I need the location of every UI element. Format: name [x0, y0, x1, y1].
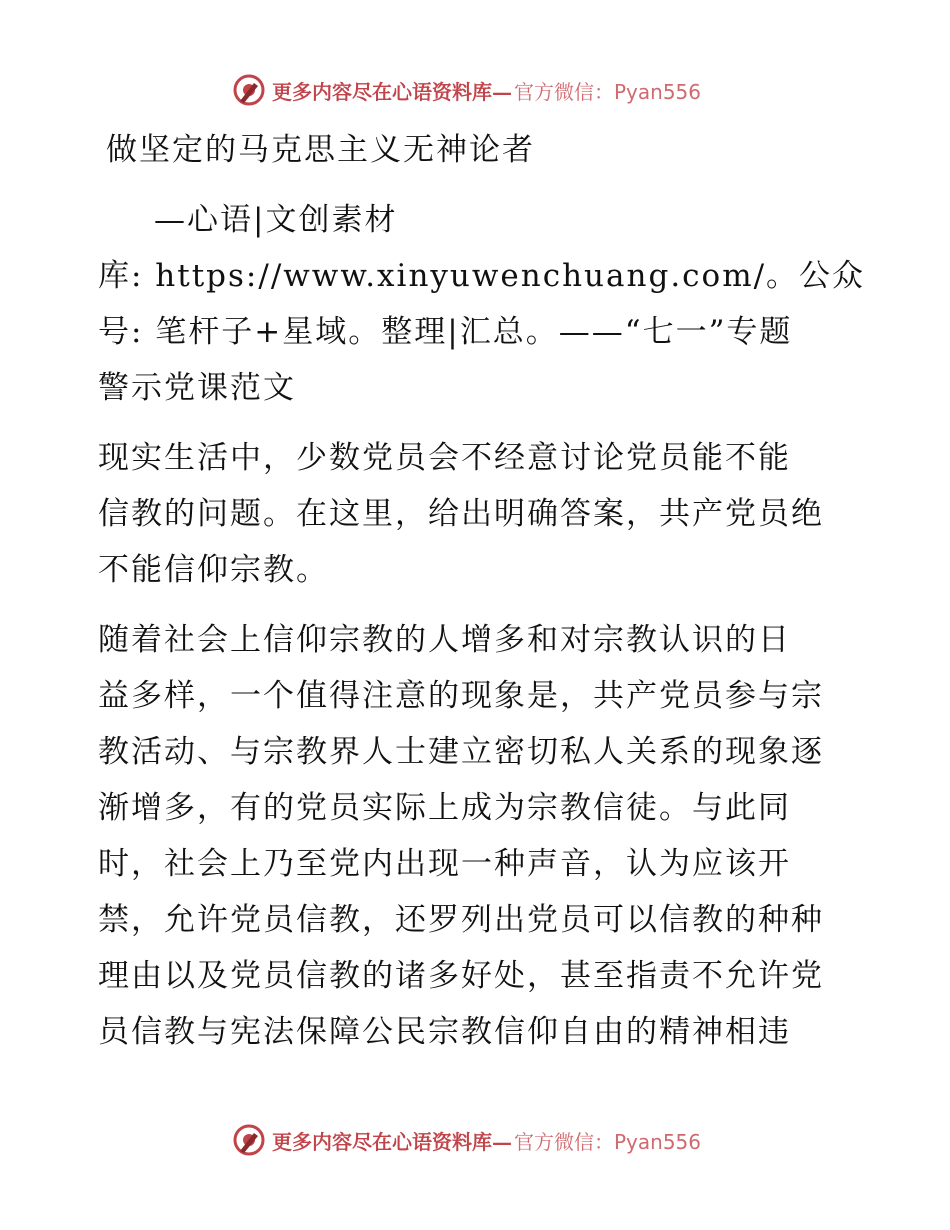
footer-banner[interactable]: [232, 1120, 701, 1160]
paragraph-line: 理由以及党员信教的诸多好处，甚至指责不允许党: [98, 958, 824, 994]
pen-logo-icon: [232, 73, 266, 107]
paragraph-line: 时，社会上乃至党内出现一种声音，认为应该开: [98, 846, 791, 882]
source-line: 库: https://www.xinyuwenchuang.com/。公众: [98, 258, 866, 294]
paragraph-line: 益多样，一个值得注意的现象是，共产党员参与宗: [98, 678, 824, 714]
paragraph-line: 渐增多，有的党员实际上成为宗教信徒。与此同: [98, 790, 791, 826]
pen-logo-icon: [232, 1123, 266, 1157]
paragraph-line: 信教的问题。在这里，给出明确答案，共产党员绝: [98, 496, 824, 532]
footer-wechat-text: 官方微信：Pyan556: [514, 1129, 702, 1154]
paragraph-line: 随着社会上信仰宗教的人增多和对宗教认识的日: [98, 622, 791, 658]
document-body: [98, 122, 866, 1060]
footer-site-text: 更多内容尽在心语资料库—: [272, 1129, 512, 1154]
paragraph-line: 禁，允许党员信教，还罗列出党员可以信教的种种: [98, 902, 824, 938]
source-line: 号: 笔杆子+星域。整理|汇总。——“七一”专题: [98, 314, 793, 350]
header-site-text: 更多内容尽在心语资料库—: [272, 79, 512, 104]
source-line: 警示党课范文: [98, 370, 296, 406]
header-wechat-text: 官方微信：Pyan556: [514, 79, 702, 104]
document-title: 做坚定的马克思主义无神论者: [106, 132, 535, 168]
paragraph-line: 教活动、与宗教界人士建立密切私人关系的现象逐: [98, 734, 824, 770]
paragraph-line: 员信教与宪法保障公民宗教信仰自由的精神相违: [98, 1014, 791, 1050]
paragraph-line: 现实生活中，少数党员会不经意讨论党员能不能: [98, 440, 791, 476]
document-subtitle: —心语|文创素材: [154, 202, 398, 238]
header-banner[interactable]: [232, 70, 701, 110]
paragraph-line: 不能信仰宗教。: [98, 552, 329, 588]
